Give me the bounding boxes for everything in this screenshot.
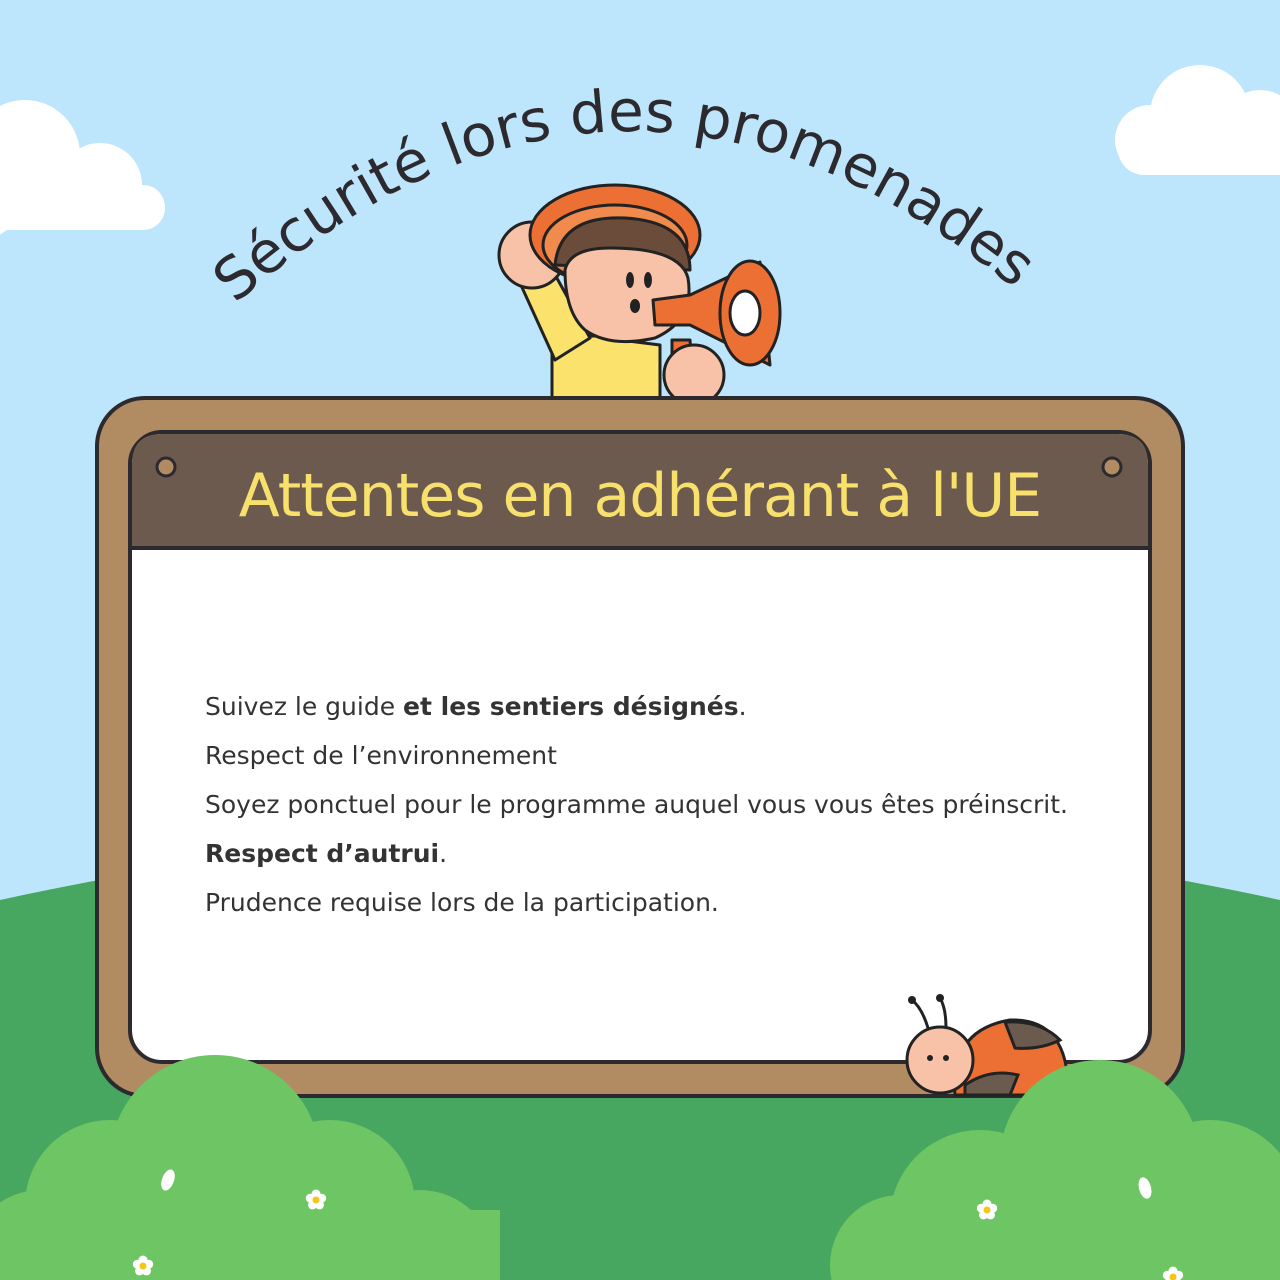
list-item (205, 780, 1105, 829)
list-item (205, 682, 1105, 731)
rule-emphasis: et les sentiers désignés (403, 692, 739, 721)
rule-text: Soyez ponctuel pour le programme auquel vous vous êtes préinscrit. (205, 790, 1069, 819)
rule-text: Suivez le guide (205, 692, 404, 721)
list-item (205, 829, 1105, 878)
board-title: Attentes en adhérant à l'UE (238, 461, 1042, 531)
list-item (205, 878, 1105, 927)
rule-text: Respect de l’environnement (205, 741, 557, 770)
page-title: Sécurité lors des promenades (200, 76, 1049, 315)
rule-text: Prudence requise lors de la participation. (205, 888, 719, 917)
rules-list (205, 682, 1105, 927)
rule-emphasis: Respect d’autrui (205, 839, 440, 868)
list-item (205, 731, 1105, 780)
rule-suffix: . (439, 839, 448, 868)
rule-suffix: . (738, 692, 747, 721)
